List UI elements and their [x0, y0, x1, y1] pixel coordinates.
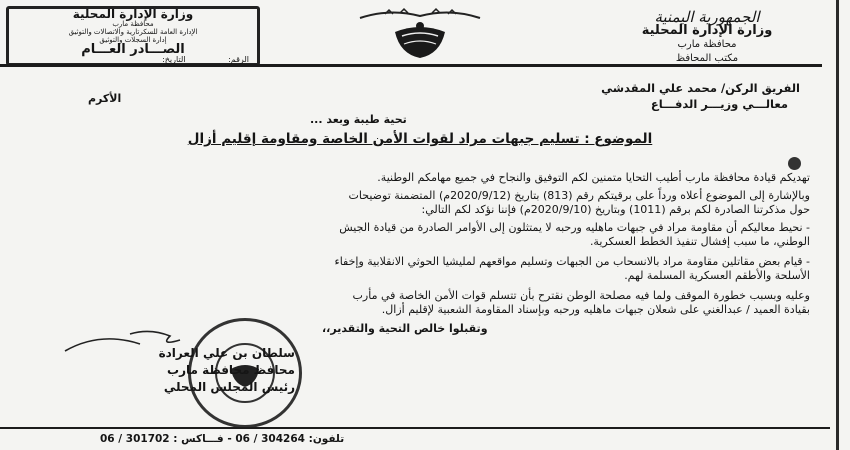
recipient-title: معالـــي وزيـــر الدفـــاع [650, 97, 788, 111]
signatory-role: رئيس المجلس المحلي [163, 380, 295, 394]
body-line: تهديكم قيادة محافظة مارب أطيب التحايا متمنين لكم التوفيق والنجاح في جميع مهامكم الوطنية. [377, 171, 810, 184]
header-divider [0, 64, 822, 67]
signatory-position: محافظ محافظة مارب [167, 363, 295, 377]
footer-divider [0, 427, 830, 429]
body-line: الأسلحة والأطقم العسكرية المسلمة لهم. [624, 269, 810, 282]
box-number-label: الرقم: [228, 55, 249, 64]
letter-body [90, 171, 810, 317]
body-line: الوطني، ما سبب إفشال تنفيذ الخطط العسكرية. [589, 235, 810, 248]
recipient-honorific: الأكرم [88, 92, 122, 105]
body-line: - نحيط معاليكم أن مقاومة مراد في جبهات ماهليه ورحبه لا يمتثلون إلى الأوامر الصادرة من قيادة الجيش [339, 221, 810, 234]
footer-contact: تلفون: 304264 / 06 - فـــاكس : 301702 / 06 [100, 433, 345, 445]
box-outgoing: الصـــادر العـــام [81, 42, 185, 57]
signatory-name: سلطان بن علي العرادة [158, 346, 295, 360]
ministry-name: وزارة الإدارة المحلية [641, 23, 773, 38]
closing: وتقبلوا خالص التحية والتقدير،، [322, 322, 488, 335]
office-name: مكتب المحافظ [675, 53, 739, 64]
national-emblem-icon [340, 4, 500, 60]
recipient-name: الفريق الركن/ محمد علي المقدشي [601, 81, 800, 95]
body-line: بقيادة العميد / عبدالغني على شعلان جبهات ماهليه ورحبه وبإسناد المقاومة الشعبية لإقليم أزال. [381, 303, 810, 316]
bullet-dot [788, 157, 801, 170]
box-ministry: وزارة الإدارة المحلية [72, 7, 194, 21]
body-line: وبالإشارة إلى الموضوع أعلاه ورداً على برقيتكم رقم (813) بتاريخ (2020/9/12م) المتضمنة توضيحات [348, 189, 810, 202]
recipient-block [500, 80, 800, 112]
page-edge-line [836, 0, 839, 450]
box-date-label: التاريخ: [162, 55, 186, 64]
greeting: تحية طيبة وبعد ... [310, 113, 407, 126]
outgoing-register-box [6, 6, 260, 66]
body-line: - قيام بعض مقاتلين مقاومة مراد بالانسحاب من الجبهات وتسليم مواقعهم لمليشيا الحوثي الانقلابية وإخفاء [334, 255, 810, 268]
body-line: وعليه وبسبب خطورة الموقف ولما فيه مصلحة الوطن نقترح بأن تتسلم قوات الأمن الخاصة في مأرب [352, 289, 810, 302]
box-governorate: محافظة مارب [112, 20, 154, 28]
box-sub2: إدارة السجلات والتوثيق [99, 36, 167, 44]
letterhead-right [592, 10, 822, 66]
body-line: حول مذكرتنا الصادرة لكم برقم (1011) وبتاريخ (2020/9/10م) فإننا نؤكد لكم التالي: [421, 203, 810, 216]
subject-line: الموضوع : تسليم جبهات مراد لقوات الأمن الخاصة ومقاومة إقليم أزال [187, 131, 653, 147]
country-name: الجمهورية اليمنية [654, 8, 760, 26]
box-sub1: الإدارة العامة للسكرتارية والاتصالات والتوثيق [68, 28, 198, 36]
governorate-name: محافظة مارب [677, 39, 737, 50]
signature-block [135, 345, 295, 396]
